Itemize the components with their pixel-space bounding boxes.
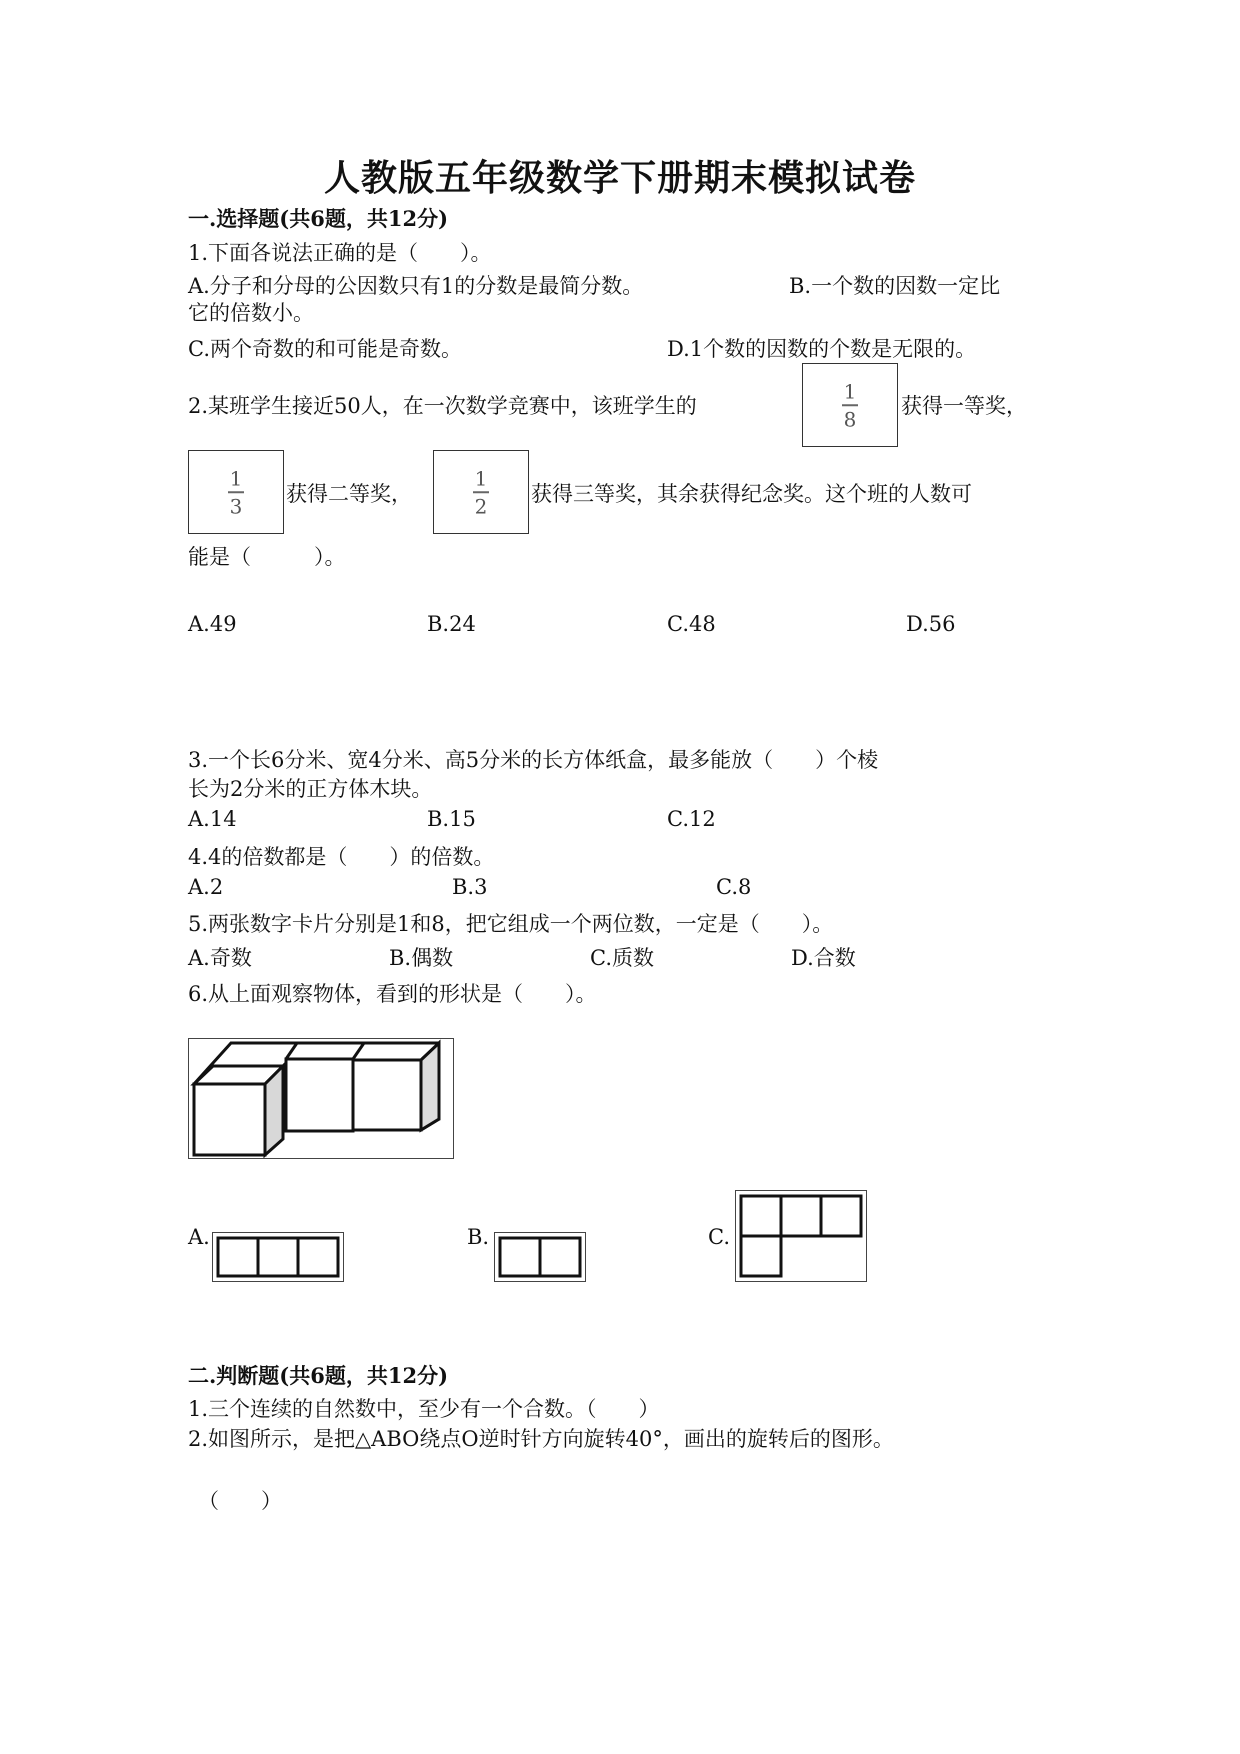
fraction-bar xyxy=(228,491,244,493)
question-5-option-b: B.偶数 xyxy=(389,946,454,970)
question-1-option-d: D.1个数的因数的个数是无限的。 xyxy=(667,337,977,361)
cubes-figure xyxy=(188,1038,454,1159)
question-4-option-c: C.8 xyxy=(716,875,752,899)
fraction-denominator: 2 xyxy=(474,493,488,518)
question-6-option-a-label: A. xyxy=(188,1225,210,1249)
question-6-option-b-label: B. xyxy=(467,1225,490,1249)
section-heading-judgement: 二.判断题(共6题，共12分) xyxy=(188,1363,449,1388)
question-6-stem: 6.从上面观察物体，看到的形状是（ ）。 xyxy=(188,982,597,1006)
question-5-option-c: C.质数 xyxy=(590,946,654,970)
section-heading-choice: 一.选择题(共6题，共12分) xyxy=(188,206,449,231)
question-1-option-b: B.一个数的因数一定比 xyxy=(789,274,1001,298)
fraction-denominator: 3 xyxy=(229,493,243,518)
question-5-option-a: A.奇数 xyxy=(188,946,252,970)
fraction-bar xyxy=(842,404,858,406)
fraction-numerator: 1 xyxy=(474,466,488,491)
question-1-stem: 1.下面各说法正确的是（ ）。 xyxy=(188,241,492,265)
question-3-option-a: A.14 xyxy=(188,807,237,831)
option-a-three-squares xyxy=(212,1232,344,1282)
question-6-option-c-label: C. xyxy=(708,1225,730,1249)
question-2-option-a: A.49 xyxy=(188,612,237,636)
fraction-one-third xyxy=(188,450,284,534)
page-title: 人教版五年级数学下册期末模拟试卷 xyxy=(323,157,916,199)
fraction-bar xyxy=(473,491,489,493)
fraction-numerator: 1 xyxy=(229,466,243,491)
question-1-option-c: C.两个奇数的和可能是奇数。 xyxy=(188,337,462,361)
question-2-option-b: B.24 xyxy=(427,612,476,636)
option-c-l-shape xyxy=(735,1190,867,1282)
question-3-option-c: C.12 xyxy=(667,807,716,831)
question-3-option-b: B.15 xyxy=(427,807,476,831)
judgement-question-2: 2.如图所示，是把△ABO绕点O逆时针方向旋转40°，画出的旋转后的图形。 xyxy=(188,1427,894,1451)
question-5-stem: 5.两张数字卡片分别是1和8，把它组成一个两位数，一定是（ ）。 xyxy=(188,912,834,936)
fraction-one-eighth xyxy=(802,363,898,447)
question-2-stem-part1: 2.某班学生接近50人，在一次数学竞赛中，该班学生的 xyxy=(188,394,697,418)
question-1-option-a: A.分子和分母的公因数只有1的分数是最简分数。 xyxy=(188,274,644,298)
option-b-two-squares xyxy=(494,1232,586,1282)
question-4-option-a: A.2 xyxy=(188,875,224,899)
question-5-option-d: D.合数 xyxy=(791,946,856,970)
question-4-stem: 4.4的倍数都是（ ）的倍数。 xyxy=(188,845,495,869)
question-2-stem-part2: 获得一等奖， xyxy=(901,394,1027,418)
question-3-stem-continued: 长为2分米的正方体木块。 xyxy=(188,777,433,801)
question-4-option-b: B.3 xyxy=(452,875,488,899)
question-2-stem-part5: 能是（ ）。 xyxy=(188,545,346,569)
question-2-stem-part3: 获得二等奖， xyxy=(286,482,412,506)
question-2-stem-part4: 获得三等奖，其余获得纪念奖。这个班的人数可 xyxy=(531,482,972,506)
question-2-option-c: C.48 xyxy=(667,612,716,636)
judgement-question-1: 1.三个连续的自然数中，至少有一个合数。（ ） xyxy=(188,1397,660,1421)
fraction-one-half xyxy=(433,450,529,534)
fraction-numerator: 1 xyxy=(843,379,857,404)
judgement-question-2-blank: （ ） xyxy=(198,1489,282,1513)
question-2-option-d: D.56 xyxy=(906,612,956,636)
question-1-option-b-continued: 它的倍数小。 xyxy=(188,301,314,325)
question-3-stem: 3.一个长6分米、宽4分米、高5分米的长方体纸盒，最多能放（ ）个棱 xyxy=(188,748,879,772)
fraction-denominator: 8 xyxy=(843,406,857,431)
